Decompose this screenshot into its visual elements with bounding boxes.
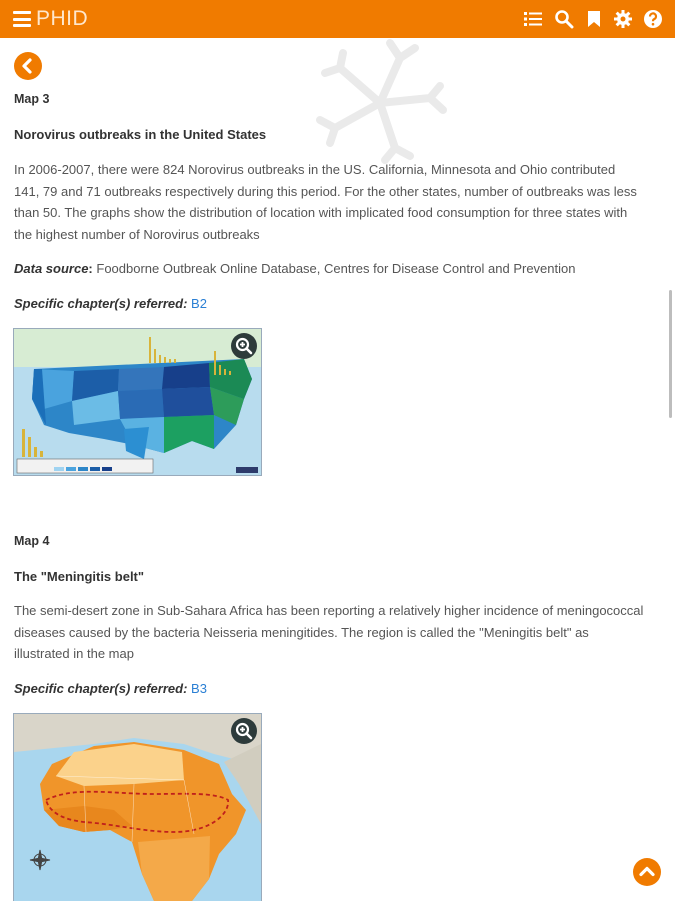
zoom-button[interactable] bbox=[231, 718, 257, 744]
menu-icon[interactable] bbox=[13, 11, 31, 27]
data-source-line: Data source: Foodborne Outbreak Online Database, Centres for Disease Control and Prevention bbox=[14, 261, 576, 276]
chapter-link[interactable]: B2 bbox=[191, 296, 207, 311]
map-description: In 2006-2007, there were 824 Norovirus outbreaks in the US. California, Minnesota and Ohio contributed 141, 79 and 71 outbreaks respectively during this period. For the other states, number of outbreaks was less than 50. The graphs show the distribution of location with implicated food consumption for three states with the highest number of Norovirus outbreaks bbox=[14, 162, 637, 242]
zoom-in-icon bbox=[231, 333, 257, 359]
gear-icon[interactable] bbox=[613, 9, 633, 29]
chapter-ref-label: Specific chapter(s) referred bbox=[14, 681, 184, 696]
chapter-link[interactable]: B3 bbox=[191, 681, 207, 696]
map-title: The "Meningitis belt" bbox=[14, 569, 145, 584]
scroll-to-top-button[interactable] bbox=[633, 858, 661, 886]
chapter-ref-label: Specific chapter(s) referred bbox=[14, 296, 184, 311]
app-header bbox=[0, 0, 675, 38]
us-map-image bbox=[14, 329, 261, 475]
africa-map-image bbox=[14, 714, 261, 901]
map-description: The semi-desert zone in Sub-Sahara Africa has been reporting a relatively higher incidence of meningococcal diseases caused by the bacteria Neisseria meningitides. The region is called the "Meningitis belt" as illustrated in the map bbox=[14, 603, 644, 661]
help-icon[interactable] bbox=[643, 9, 663, 29]
chapter-ref-line: Specific chapter(s) referred: B2 bbox=[14, 296, 207, 311]
zoom-in-icon bbox=[231, 718, 257, 744]
bookmark-icon[interactable] bbox=[584, 9, 604, 29]
map-label: Map 4 bbox=[14, 534, 50, 548]
map-label: Map 3 bbox=[14, 92, 50, 106]
list-icon[interactable] bbox=[523, 9, 543, 29]
back-button[interactable] bbox=[14, 52, 42, 80]
app-brand: PHID bbox=[36, 7, 89, 30]
scrollbar[interactable] bbox=[669, 290, 672, 418]
map-title: Norovirus outbreaks in the United States bbox=[14, 127, 267, 142]
chevron-up-icon bbox=[633, 858, 661, 886]
map-thumbnail-us[interactable] bbox=[13, 328, 262, 476]
chapter-ref-line: Specific chapter(s) referred: B3 bbox=[14, 681, 207, 696]
map-thumbnail-africa[interactable] bbox=[13, 713, 262, 901]
search-icon[interactable] bbox=[554, 9, 574, 29]
data-source-label: Data source bbox=[14, 261, 89, 276]
chevron-left-icon bbox=[14, 52, 42, 80]
zoom-button[interactable] bbox=[231, 333, 257, 359]
data-source-text: Foodborne Outbreak Online Database, Centres for Disease Control and Prevention bbox=[96, 261, 576, 276]
